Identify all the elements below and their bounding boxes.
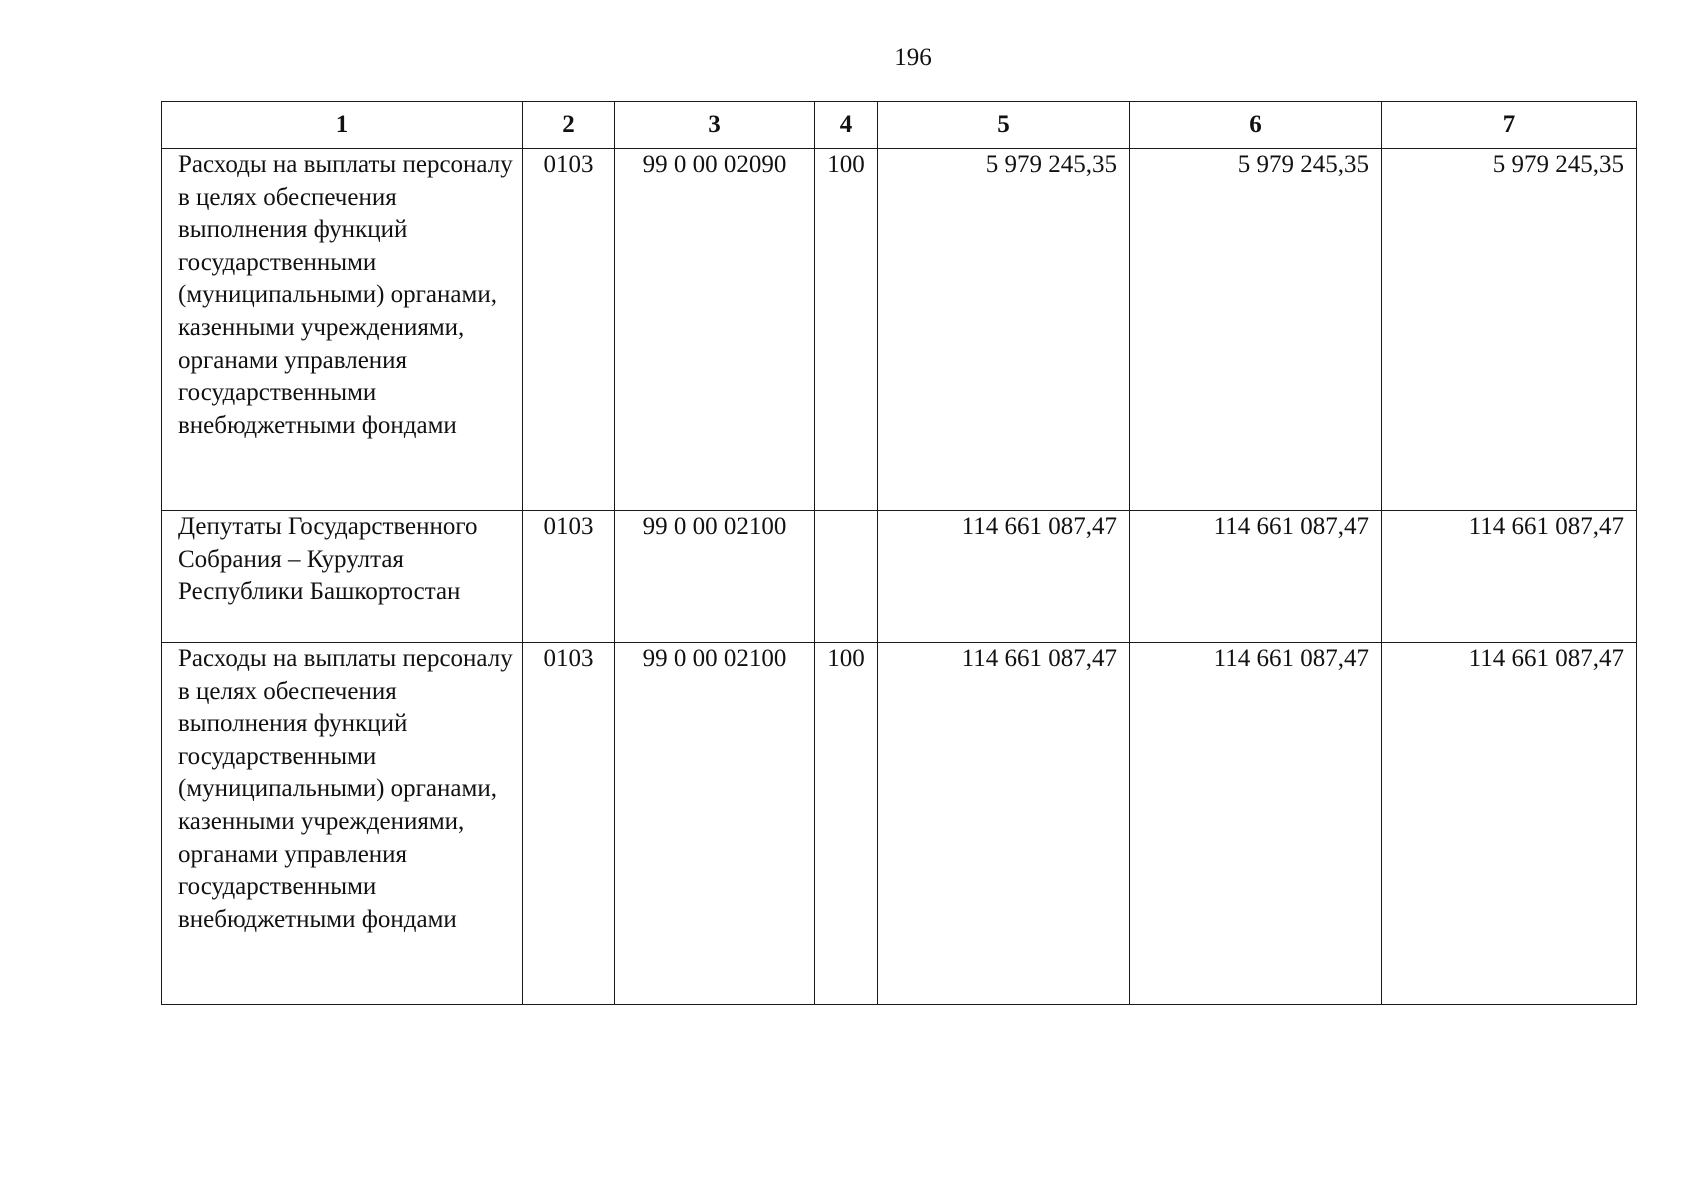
target-article-cell: 99 0 00 02100 bbox=[615, 511, 815, 643]
row-name-cell: Расходы на выплаты персоналу в целях обеспечения выполнения функций государственными (муниципальными) органами, казенными учреждениями, органами управления государственными внебюджетными фондами bbox=[162, 643, 523, 1005]
row-name-cell: Расходы на выплаты персоналу в целях обеспечения выполнения функций государственными (муниципальными) органами, казенными учреждениями, органами управления государственными внебюджетными фондами bbox=[162, 149, 523, 511]
budget-table bbox=[161, 101, 1637, 1005]
expense-type-cell bbox=[815, 511, 878, 643]
target-article-cell: 99 0 00 02090 bbox=[615, 149, 815, 511]
row-name-cell: Депутаты Государственного Собрания – Курултая Республики Башкортостан bbox=[162, 511, 523, 643]
column-header-6: 6 bbox=[1130, 102, 1382, 149]
amount-cell-5: 5 979 245,35 bbox=[878, 149, 1130, 511]
table-row bbox=[162, 643, 1637, 1005]
amount-cell-6: 5 979 245,35 bbox=[1130, 149, 1382, 511]
amount-cell-5: 114 661 087,47 bbox=[878, 511, 1130, 643]
amount-cell-7: 114 661 087,47 bbox=[1382, 643, 1637, 1005]
amount-cell-7: 114 661 087,47 bbox=[1382, 511, 1637, 643]
section-code-cell: 0103 bbox=[523, 149, 615, 511]
column-header-3: 3 bbox=[615, 102, 815, 149]
expense-type-cell: 100 bbox=[815, 643, 878, 1005]
table-row bbox=[162, 149, 1637, 511]
column-header-5: 5 bbox=[878, 102, 1130, 149]
column-header-2: 2 bbox=[523, 102, 615, 149]
header-row bbox=[162, 102, 1637, 149]
expense-type-cell: 100 bbox=[815, 149, 878, 511]
column-header-7: 7 bbox=[1382, 102, 1637, 149]
section-code-cell: 0103 bbox=[523, 643, 615, 1005]
amount-cell-6: 114 661 087,47 bbox=[1130, 511, 1382, 643]
amount-cell-6: 114 661 087,47 bbox=[1130, 643, 1382, 1005]
column-header-1: 1 bbox=[162, 102, 523, 149]
amount-cell-5: 114 661 087,47 bbox=[878, 643, 1130, 1005]
target-article-cell: 99 0 00 02100 bbox=[615, 643, 815, 1005]
section-code-cell: 0103 bbox=[523, 511, 615, 643]
amount-cell-7: 5 979 245,35 bbox=[1382, 149, 1637, 511]
column-header-4: 4 bbox=[815, 102, 878, 149]
table-row bbox=[162, 511, 1637, 643]
page-number: 196 bbox=[894, 44, 932, 71]
